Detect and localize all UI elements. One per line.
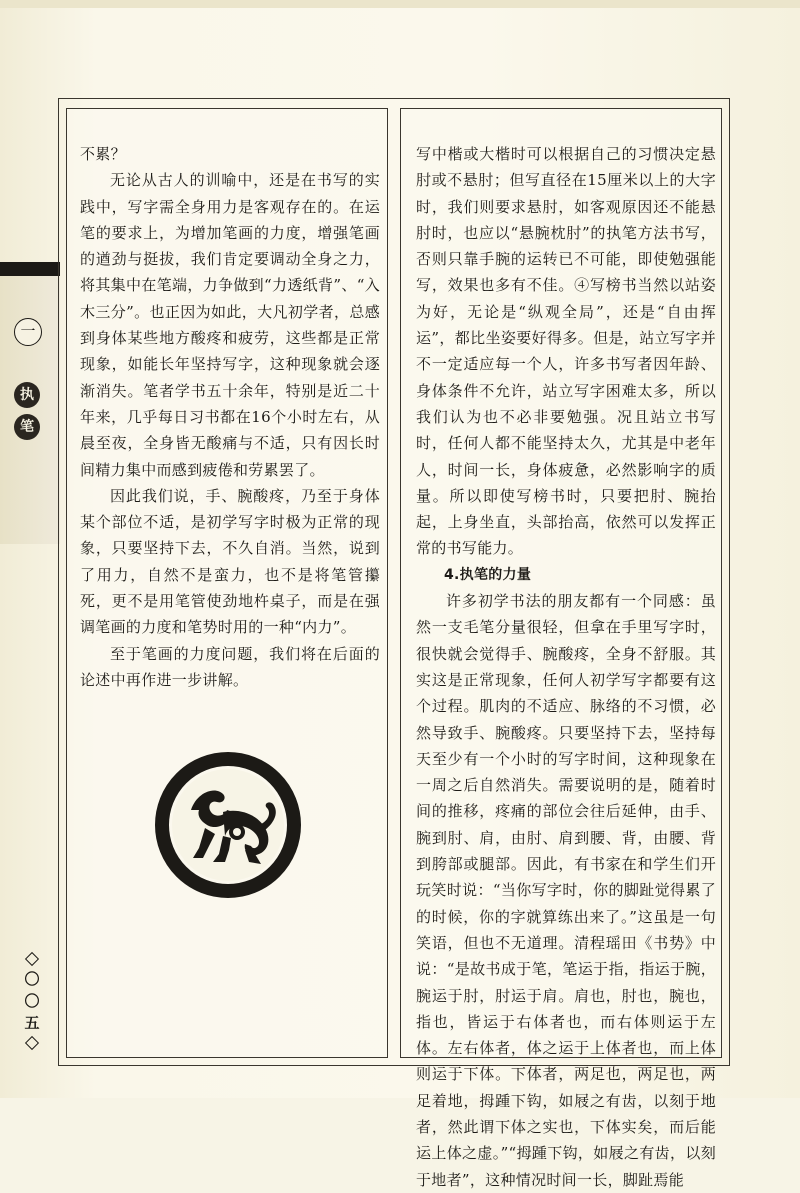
top-margin-strip: [0, 0, 800, 8]
left-column-text: [80, 141, 380, 693]
paragraph: 至于笔画的力度问题，我们将在后面的论述中再作进一步讲解。: [80, 644, 380, 689]
page-number-digit: 〇: [24, 970, 40, 988]
chapter-title-char: 笔: [14, 414, 40, 440]
right-column-text: [416, 141, 716, 1193]
section-heading: 4.执笔的力量: [444, 566, 532, 583]
paragraph: 许多初学书法的朋友都有一个同感：虽然一支毛笔分量很轻，但拿在手里写字时，很快就会觉得手、腕酸疼，全身不舒服。其实这是正常现象，任何人初学写字都要有这个过程。肌肉的不适应、脉络的不习惯，必然导致手、腕酸疼。只要坚持下去，坚持每天至少有一个小时的写字时间，这种现象在一周之后自然消失。需要说明的是，随着时间的推移，疼痛的部位会往后延伸，由手、腕到肘、肩，由肘、肩到腰、背，由腰、背到胯部或腿部。因此，有书家在和学生们开玩笑时说：“当你写字时，你的脚趾觉得累了的时候，你的字就算练出来了。”这虽是一句笑语，但也不无道理。清程瑶田《书势》中说：“是故书成于笔，笔运于指，指运于腕，腕运于肘，肘运于肩。肩也，肘也，腕也，指也，皆运于右体者也，而右体则运于左体。左右体者，体之运于上体者也，而上体则运于下体。下体者，两足也，两足也，两足着地，拇踵下钩，如屐之有齿，以刻于地者，然此谓下体之实也，下体实矣，而后能运上体之虚。”“拇踵下钩，如屐之有齿，以刻于地者”，这种情况时间一长，脚趾焉能: [416, 592, 716, 1189]
paragraph: 因此我们说，手、腕酸疼，乃至于身体某个部位不适，是初学写字时极为正常的现象，只要坚持下去，不久自消。当然，说到了用力，自然不是蛮力，也不是将笔管攥死，更不是用笔管使劲地杵桌子，而是在强调笔画的力度和笔势时用的一种“内力”。: [80, 486, 380, 637]
chapter-tab-bar: [0, 262, 60, 276]
chapter-title-char: 执: [14, 382, 40, 408]
paragraph: 写中楷或大楷时可以根据自己的习惯决定悬肘或不悬肘；但写直径在15厘米以上的大字时，我们则要求悬肘，如客观原因还不能悬肘时，也应以“悬腕枕肘”的执笔方法书写，否则只靠手腕的运转已不可能，即使勉强能写，效果也多有不佳。④写榜书当然以站姿为好，无论是“纵观全局”，还是“自由挥运”，都比坐姿要好得多。但是，站立写字并不一定适应每一个人，许多书写者因年龄、身体条件不允许，站立写字困难太多，所以我们认为也不必非要勉强。况且站立书写时，任何人都不能坚持太久，尤其是中老年人，时间一长，身体疲惫，必然影响字的质量。所以即使写榜书时，只要把肘、腕抬起，上身坐直，头部抬高，依然可以发挥正常的书写能力。: [416, 145, 716, 558]
page-number-digit: 〇: [24, 992, 40, 1010]
paragraph: 不累？: [80, 145, 126, 163]
paragraph: 无论从古人的训喻中，还是在书写的实践中，写字需全身用力是客观存在的。在运笔的要求上，为增加笔画的力度，增强笔画的遒劲与挺拔，我们肯定要调动全身之力，将其集中在笔端，力争做到“力透纸背”、“入木三分”。也正因为如此，大凡初学者，总感到身体某些地方酸疼和疲劳，这些都是正常现象，如能长年坚持写字，这种现象就会逐渐消失。笔者学书五十余年，特别是近二十年来，几乎每日习书都在16个小时左右，从晨至夜，全身皆无酸痛与不适，只有因长时间精力集中而感到疲倦和劳累罢了。: [80, 171, 380, 479]
page-number-digit: 五: [24, 1014, 40, 1032]
tiger-seal-icon: [153, 750, 303, 900]
page-number: [20, 950, 44, 1052]
chapter-tab-shade: [0, 276, 60, 544]
diamond-icon: [25, 952, 39, 966]
diamond-icon: [25, 1036, 39, 1050]
chapter-number: 一: [14, 318, 42, 346]
